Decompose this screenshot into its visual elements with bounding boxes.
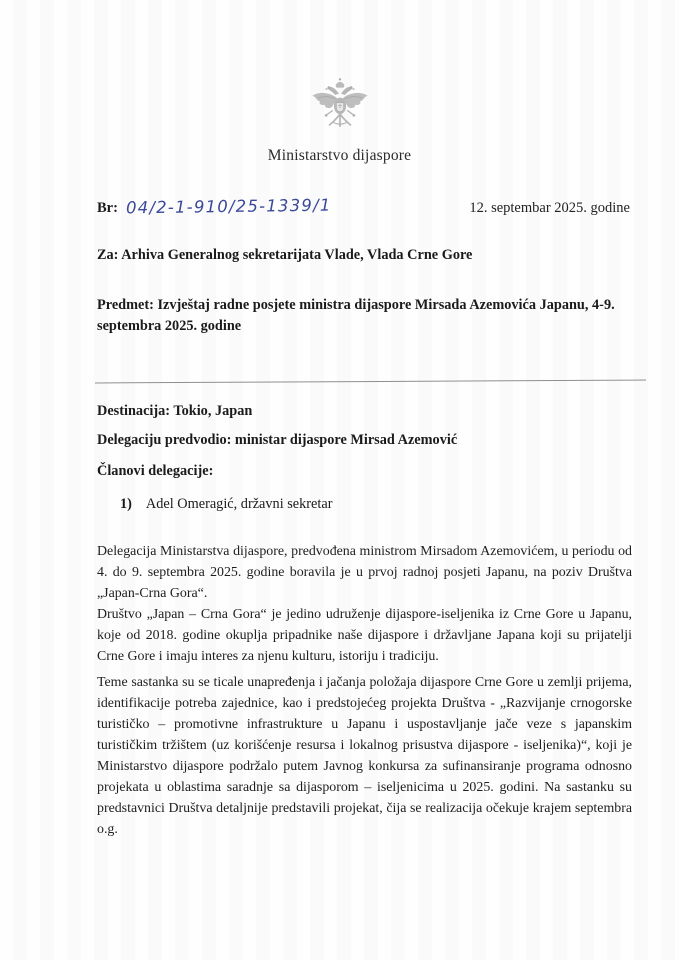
member-number: 1) [120,496,132,512]
reference-row [97,197,630,217]
reference-label: Br: [97,200,118,216]
handwritten-reference-number: 04/2-1-910/25-1339/1 [125,195,332,218]
members-heading: Članovi delegacije: [97,463,214,479]
letterhead [0,76,679,165]
recipient-line: Za: Arhiva Generalnog sekretarijata Vlade, Vlada Crne Gore [97,247,473,263]
body-paragraph-3: Teme sastanka su se ticale unapređenja i jačanja položaja dijaspore Crne Gore u zemlji prijema, identifikacije potreba zajednice, kao i predstojećeg projekta Društva - „Razvijanje crnogorske turističko – promotivne infrastrukture u Japanu i uspostavljanje jače veze s japanskim turističkim tržištem (uz korišćenje resursa i lokalnog prisustva dijaspore - iseljenika)“, koji je Ministarstvo dijaspore podržalo putem Javnog konkursa za sufinansiranje programa odnosno projekata u oblastima saradnje sa dijasporom – iseljenicima u 2025. godini. Na sastanku su predstavnici Društva detaljnije predstavili projekat, čija se realizacija očekuje krajem septembra o.g. [97,675,632,837]
member-name: Adel Omeragić, državni sekretar [145,496,333,512]
reference-group [97,197,331,217]
ministry-name: Ministarstvo dijaspore [267,147,412,164]
document-date: 12. septembar 2025. godine [469,200,630,216]
delegation-lead-line: Delegaciju predvodio: ministar dijaspore Mirsad Azemović [97,432,458,448]
horizontal-divider [95,380,646,384]
montenegro-coat-of-arms-icon [306,76,374,143]
body-paragraph-1: Delegacija Ministarstva dijaspore, predvođena ministrom Mirsadom Azemovićem, u periodu od 4. do 9. septembra 2025. godine boravila je u prvoj radnoj posjeti Japanu, na poziv Društva „Japan-Crna Gora“. [97,544,632,601]
subject-line: Predmet: Izvještaj radne posjete ministra dijaspore Mirsada Azemovića Japanu, 4-9. septembra 2025. godine [97,297,615,334]
delegation-member-item [120,496,333,513]
body-paragraph-2: Društvo „Japan – Crna Gora“ je jedino udruženje dijaspore-iseljenika iz Crne Gore u Japanu, koje od 2018. godine okuplja pripadnike naše dijaspore i državljane Japana koji su prijatelji Crne Gore i imaju interes za njenu kulturu, istoriju i tradiciju. [97,607,632,664]
destination-line: Destinacija: Tokio, Japan [97,403,253,419]
